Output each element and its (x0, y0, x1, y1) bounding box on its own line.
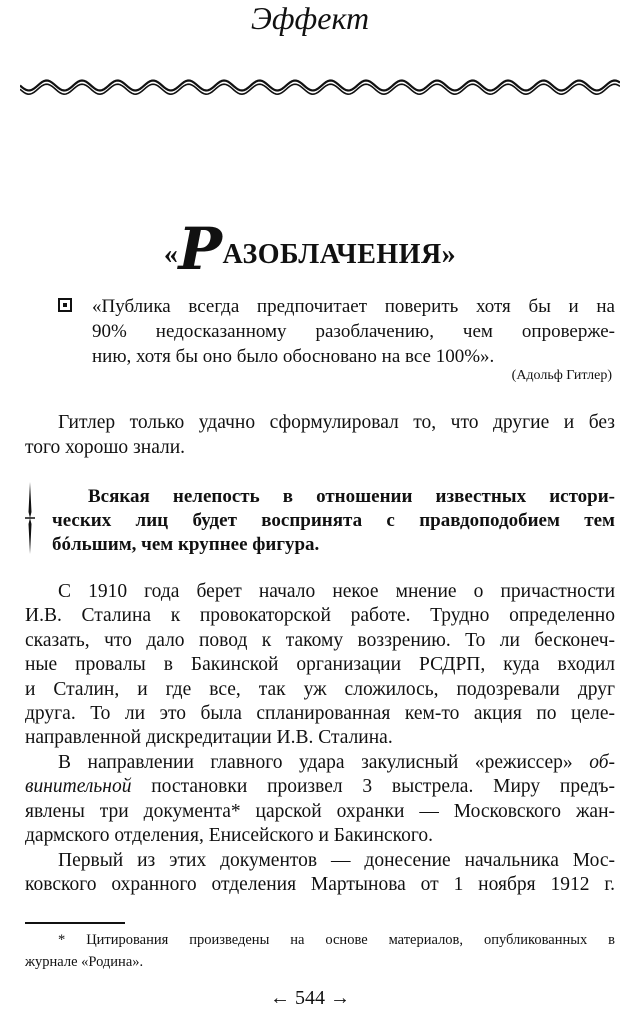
intro-line: Гитлер только удачно сформулировал то, что другие и без (58, 412, 615, 433)
body-line: явлены три документа* царской охранки — Московского жан- (25, 801, 615, 822)
epigraph-attribution: (Адольф Гитлер) (511, 368, 612, 383)
text: постановки произвел 3 выстрела. Миру предъ- (131, 776, 615, 797)
arrow-left-ornament-icon: ← (270, 987, 290, 1009)
epigraph-line: 90% недосказанному разоблачению, чем опроверже- (92, 321, 615, 342)
title-text: АЗОБЛАЧЕНИЯ (222, 239, 442, 270)
epigraph-line: «Публика всегда предпочитает поверить хотя бы и на (92, 296, 615, 317)
footnote-rule (25, 922, 125, 924)
callout-line: Всякая нелепость в отношении известных истори- (88, 486, 615, 507)
body-line: Первый из этих документов — донесение начальника Мос- (58, 850, 615, 871)
chapter-title (0, 215, 620, 283)
body-line: сказать, что дало повод к такому воззрению. То ли бесконеч- (25, 630, 615, 651)
italic-text: об- (589, 752, 615, 773)
page-number (0, 987, 620, 1010)
page-number-value: 544 (295, 987, 325, 1009)
epigraph-line: нию, хотя бы оно было обосновано на все 100%». (92, 346, 495, 367)
callout-line: ческих лиц будет воспринята с правдоподобием тем (52, 510, 615, 531)
callout-line: бóльшим, чем крупнее фигура. (52, 534, 320, 555)
body-line: друга. То ли это была спланированная кем-то акция по целе- (25, 703, 615, 724)
body-line: И.В. Сталина к провокаторской работе. Трудно определенно (25, 605, 615, 626)
close-quote: » (441, 239, 457, 270)
arrow-right-ornament-icon: → (330, 987, 350, 1009)
running-header: Эффект (250, 0, 370, 36)
body-line: направленной дискредитации И.В. Сталина. (25, 727, 393, 748)
footnote-line: журнале «Родина». (25, 954, 144, 970)
body-line (25, 775, 615, 799)
italic-text: винительной (25, 776, 132, 797)
drop-cap: Р (178, 215, 223, 283)
footnote-line: * Цитирования произведены на основе материалов, опубликованных в (58, 932, 615, 948)
body-line: и Сталин, и где все, так уж сложилось, подозревали друг (25, 679, 615, 700)
body-line: дармского отделения, Енисейского и Бакинского. (25, 825, 434, 846)
open-quote: « (163, 239, 179, 270)
body-line (58, 751, 615, 775)
body-line: ковского охранного отделения Мартынова от 1 ноября 1912 г. (25, 874, 615, 895)
body-line: С 1910 года берет начало некое мнение о причастности (58, 581, 615, 602)
vertical-ornament-icon (24, 482, 36, 554)
body-line: ные провалы в Бакинской организации РСДРП, куда входил (25, 654, 615, 675)
intro-line: того хорошо знали. (25, 437, 186, 458)
wavy-divider (20, 72, 620, 102)
square-bullet-icon (58, 298, 72, 312)
text: В направлении главного удара закулисный «режиссер» (58, 752, 590, 773)
